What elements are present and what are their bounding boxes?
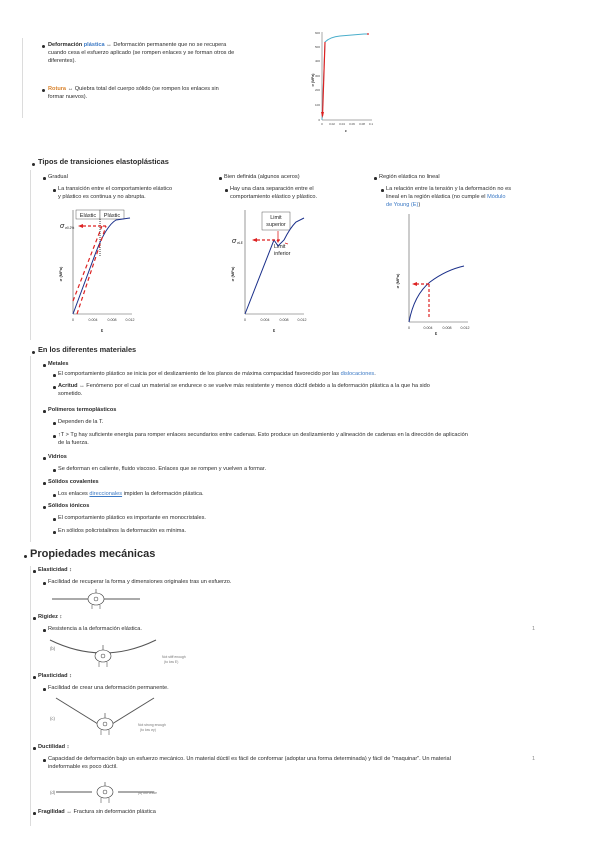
covalentes-text — [58, 490, 204, 498]
metales-text-c: . — [374, 371, 376, 377]
col1-description — [58, 185, 208, 201]
direccionales-link[interactable]: direccionales — [89, 491, 123, 497]
bullet — [33, 570, 36, 573]
figure-note-1: Not stiff enough — [162, 655, 186, 659]
y-axis-label: σ (MPa) — [230, 266, 235, 282]
deformacion-label: Deformación — [48, 42, 83, 48]
ductilidad-text-1: Capacidad de deformación bajo un esfuerzo mecánico. Un material dúctil es fácil de conformar (adoptar una forma determinada) y fácil de "maquinar". Un material — [48, 756, 451, 762]
figure-label: (c) — [50, 716, 55, 721]
x-axis-label: ε — [434, 331, 438, 337]
deformacion-text-3: diferentes). — [48, 58, 76, 65]
ionicos-text-1: El comportamiento plástico es importante en monocristales. — [58, 515, 206, 521]
fracture-point — [367, 33, 369, 35]
materiales-title: En los diferentes materiales — [38, 345, 137, 354]
cov-text-a: Los enlaces — [58, 491, 88, 497]
materiales-guide-line — [30, 356, 31, 542]
x-axis-label: ε — [272, 328, 276, 334]
fuselage — [88, 593, 104, 605]
x-tick: 0 — [244, 318, 246, 322]
elasticidad-item — [38, 566, 72, 574]
col3-text-1: La relación entre la tensión y la deformación no es — [386, 186, 512, 192]
bullet — [33, 617, 36, 620]
col2-description — [230, 185, 370, 201]
y-tick: 500 — [314, 45, 320, 49]
elasticidad-text: Facilidad de recuperar la forma y dimensiones originales tras un esfuerzo. — [48, 579, 232, 585]
col3-text-3: ) — [418, 202, 421, 209]
x-tick: 0.012 — [125, 318, 135, 322]
vidrios-text: Se deforman en caliente, fluido viscoso. Enlaces que se rompen y vuelven a formar. — [58, 466, 267, 472]
x-tick: 0.008 — [442, 326, 452, 330]
stress-strain-chart — [306, 28, 378, 144]
y-tick: 600 — [314, 31, 320, 35]
updown-icon: ↕ — [69, 673, 72, 679]
acritud-text-2: sometido. — [58, 391, 83, 398]
bullet — [53, 531, 56, 534]
equivalence-arrow: ↔ — [66, 809, 72, 815]
poli-text-2 — [58, 431, 538, 447]
bullet — [33, 812, 36, 815]
plastic-label: Plástic — [103, 213, 121, 219]
fragilidad-text: Fractura sin deformación plástica — [73, 809, 156, 815]
y-tick: 0 — [318, 118, 320, 122]
footnote-marker: 1 — [532, 626, 536, 632]
figure-note-2: (to low σy) — [140, 728, 156, 732]
vidrios-title: Vidrios — [48, 454, 67, 460]
rigidez-item — [38, 613, 62, 621]
ionicos-text-2: En sólidos policristalinos la deformación es mínima. — [58, 528, 187, 534]
updown-icon: ↕ — [66, 744, 70, 750]
bullet — [219, 177, 222, 180]
bullet — [43, 364, 46, 367]
col2-text-1: Hay una clara separación entre el — [230, 186, 314, 192]
acritud-label: Acritud — [58, 383, 78, 389]
tipos-guide-line — [30, 170, 31, 340]
cov-text-c: impiden la deformación plástica. — [123, 491, 204, 497]
sigma-subscript: σLE — [237, 241, 243, 245]
figure-label: (d) — [50, 790, 56, 795]
bullet — [43, 482, 46, 485]
airplane-elastic-illustration — [48, 588, 144, 610]
tipos-title: Tipos de transiciones elastoplásticas — [38, 157, 169, 166]
y-axis-label: σ (MPa) — [58, 266, 63, 282]
x-tick: 0.08 — [359, 122, 365, 126]
stress-curve — [245, 218, 304, 314]
x-tick: 0.012 — [460, 326, 470, 330]
bullet — [43, 410, 46, 413]
bullet — [53, 422, 56, 425]
fuselage — [97, 786, 113, 798]
polimeros-title: Polímeros termoplásticos — [48, 407, 117, 413]
left-guide-line — [22, 38, 23, 118]
updown-icon: ↕ — [59, 614, 63, 620]
bullet — [374, 177, 377, 180]
propiedades-title: Propiedades mecánicas — [30, 548, 156, 560]
gradual-transition-chart — [56, 206, 138, 338]
lower-limit-label-2: inferior — [274, 251, 291, 257]
covalentes-title: Sólidos covalentes — [48, 479, 99, 485]
bullet — [43, 629, 46, 632]
offset-line-2 — [73, 226, 102, 301]
ductilidad-text-2: indeformable es poco dúctil. — [48, 764, 118, 771]
rotura-label: Rotura — [48, 86, 67, 92]
acritud-text: Fenómeno por el cual un material se endurece o se vuelve más resistente y menos dúctil debido a la deformación plástica a la que ha sido — [86, 383, 430, 389]
x-tick: 0.02 — [329, 122, 335, 126]
metales-text-a: El comportamiento plástico se inicia por el deslizamiento de los planos de máxima compacidad favorecido por las — [58, 371, 340, 377]
x-tick: 0.012 — [297, 318, 307, 322]
figure-label: (b) — [50, 646, 56, 651]
metales-title: Metales — [48, 361, 69, 367]
lower-limit-label-1: Limit — [274, 244, 286, 250]
left-wing — [56, 698, 98, 724]
poli-text-3: de la fuerza. — [58, 440, 89, 447]
deformacion-text: Deformación permanente que no se recupera — [113, 42, 227, 48]
bullet — [42, 89, 45, 92]
bullet — [33, 747, 36, 750]
x-tick: 0.008 — [107, 318, 117, 322]
col3-text-2: lineal en la región elástica (no cumple el — [386, 194, 486, 201]
bullet — [53, 374, 56, 377]
bullet — [32, 163, 35, 166]
figure-note-1: Not strong enough — [138, 723, 166, 727]
propiedades-guide-line — [30, 566, 31, 826]
col3-title: Región elástica no lineal — [379, 174, 440, 180]
col1-title: Gradual — [48, 174, 68, 180]
equivalence-arrow: ↔ — [106, 42, 112, 48]
bullet — [33, 676, 36, 679]
poli-text-1: Dependen de la T. — [58, 419, 104, 425]
metales-text — [58, 370, 538, 378]
bullet — [43, 177, 46, 180]
equivalence-arrow: ↔ — [79, 383, 85, 389]
rotura-item — [48, 85, 288, 101]
y-tick: 400 — [314, 59, 320, 63]
x-tick: 0.004 — [260, 318, 270, 322]
plastica-label: plástica — [83, 42, 105, 48]
bullet — [43, 688, 46, 691]
figure-note: (d) too brittle — [138, 791, 158, 795]
fuselage — [97, 718, 113, 730]
sigma-subscript: σ0.2% — [65, 226, 75, 230]
fuselage — [95, 650, 111, 662]
fragilidad-item — [38, 808, 156, 816]
equivalence-arrow: ↔ — [67, 86, 74, 92]
sigma-label: σ — [60, 223, 65, 230]
arrow-head — [277, 240, 280, 243]
rotura-text: Quiebra total del cuerpo sólido (se rompen los enlaces sin — [74, 86, 219, 92]
bullet — [381, 189, 384, 192]
dislocaciones-link[interactable]: dislocaciones — [340, 371, 375, 377]
rigidez-label: Rigidez — [38, 614, 58, 620]
bullet — [43, 582, 46, 585]
col2-text-2: comportamiento elástico y plástico. — [230, 194, 318, 201]
x-tick: 0 — [321, 122, 323, 126]
bullet — [42, 45, 45, 48]
y-axis-label: σ (MPa) — [395, 273, 400, 289]
bullet — [43, 759, 46, 762]
acritud-item — [58, 382, 538, 398]
bullet — [53, 518, 56, 521]
x-tick: 0.1 — [368, 122, 374, 126]
young-modulus-link-2[interactable]: de Young (E) — [386, 202, 419, 209]
col3-description — [386, 185, 546, 209]
airplane-stiffness-illustration — [48, 636, 208, 670]
bullet — [53, 494, 56, 497]
ductilidad-text — [48, 755, 528, 771]
updown-icon: ↕ — [69, 567, 72, 573]
ductilidad-item — [38, 743, 69, 751]
deformacion-plastica-item — [48, 41, 288, 65]
x-tick: 0 — [408, 326, 410, 330]
defined-transition-chart — [228, 206, 310, 338]
bullet — [53, 189, 56, 192]
y-tick: 100 — [314, 103, 320, 107]
elasticidad-label: Elasticidad — [38, 567, 68, 573]
bullet — [53, 435, 56, 438]
bullet — [225, 189, 228, 192]
bullet — [43, 506, 46, 509]
arrow-head — [252, 238, 257, 242]
upper-limit-label-2: superior — [266, 222, 286, 228]
stress-curve — [409, 266, 464, 322]
elastic-label: Elástic — [79, 213, 97, 219]
footnote-marker: 1 — [532, 756, 536, 762]
young-modulus-link[interactable]: Módulo — [487, 194, 506, 201]
rigidez-text: Resistencia a la deformación elástica. — [48, 626, 142, 632]
deformacion-text-2: cuando cesa el esfuerzo aplicado (se rompen enlaces y se forman otros de — [48, 50, 235, 57]
x-tick: 0.004 — [88, 318, 98, 322]
bullet — [32, 351, 35, 354]
rotura-text-2: formar nuevos). — [48, 94, 88, 101]
airplane-brittle-illustration — [48, 780, 198, 806]
nonlinear-elastic-chart — [394, 210, 476, 338]
col1-text-1: La transición entre el comportamiento elástico — [58, 186, 173, 192]
y-tick: 200 — [314, 88, 320, 92]
figure-note-2: (to low E) — [164, 660, 179, 664]
ionicos-title: Sólidos iónicos — [48, 503, 90, 509]
arrow-head — [412, 282, 417, 286]
bullet — [53, 469, 56, 472]
poli-formula: ↑T > Tg — [58, 432, 77, 438]
y-tick: 300 — [314, 74, 320, 78]
arrow-head — [78, 224, 83, 228]
ductilidad-label: Ductilidad — [38, 744, 66, 750]
x-tick: 0.04 — [339, 122, 345, 126]
lower-pointer — [285, 243, 288, 244]
x-tick: 0.008 — [279, 318, 289, 322]
plasticidad-item — [38, 672, 72, 680]
x-tick: 0 — [72, 318, 74, 322]
offset-line — [77, 226, 106, 314]
upper-limit-label-1: Limit — [270, 215, 282, 221]
bullet — [24, 555, 27, 558]
x-tick: 0.06 — [349, 122, 355, 126]
fragilidad-label: Fragilidad — [38, 809, 65, 815]
x-tick: 0.004 — [423, 326, 433, 330]
bullet — [53, 386, 56, 389]
x-axis-label: ε — [100, 328, 104, 334]
col1-text-2: y plástico es continua y no abrupta. — [58, 194, 146, 201]
plasticidad-text: Facilidad de crear una deformación permanente. — [48, 685, 169, 691]
poli-text-2b: hay suficiente energía para romper enlaces secundarios entre cadenas. Esto produce un deslizamiento y alineación de cadenas en la dirección de aplicación — [78, 432, 468, 438]
plasticidad-label: Plasticidad — [38, 673, 68, 679]
airplane-plasticity-illustration — [48, 694, 198, 740]
x-axis-label: ε — [345, 128, 347, 133]
y-axis-label: σ (MPa) — [311, 73, 315, 87]
right-wing — [112, 698, 154, 724]
sigma-label: σ — [232, 238, 237, 245]
bullet — [43, 457, 46, 460]
col2-title: Bien definida (algunos aceros) — [224, 174, 300, 180]
